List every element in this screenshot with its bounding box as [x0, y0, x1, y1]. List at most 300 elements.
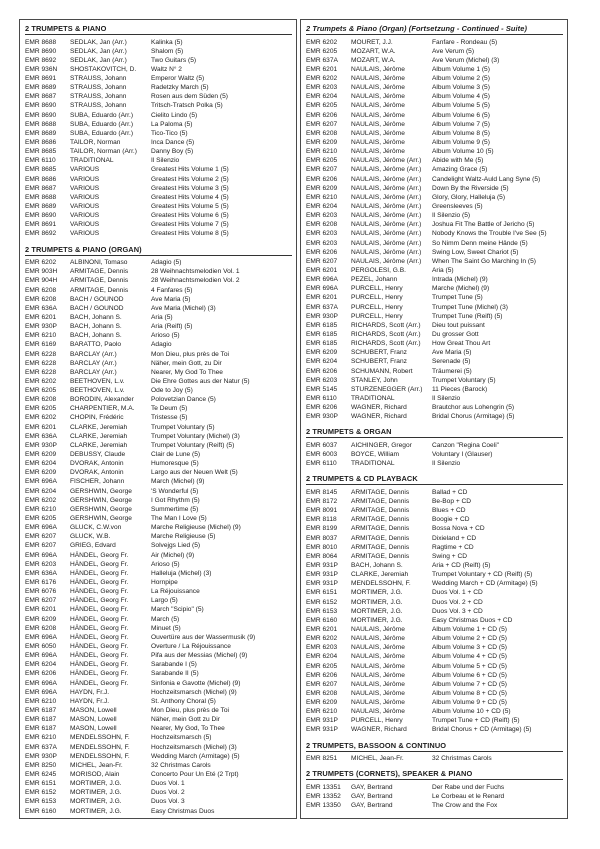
catalog-row: [306, 680, 563, 689]
piece-title: Näher, mein Gott, zu Dir: [151, 359, 222, 367]
composer: BORODIN, Alexander: [70, 396, 134, 404]
piece-title: Album Volume 7 + CD (5): [432, 680, 507, 688]
catalog-row: [25, 56, 292, 65]
piece-title: Marche Religieuse (5): [151, 533, 216, 541]
catalog-row: [306, 652, 563, 661]
composer: GAY, Bertrand: [351, 792, 393, 800]
emr-code: EMR 8690: [25, 212, 57, 220]
piece-title: Adagio (5): [151, 259, 182, 267]
piece-title: St. Anthony Choral (5): [151, 697, 216, 705]
composer: VARIOUS: [70, 175, 100, 183]
piece-title: Dixieland + CD: [432, 534, 477, 542]
composer: PURCELL, Henry: [351, 294, 403, 302]
catalog-column-left: [19, 19, 297, 819]
piece-title: Down By the Riverside (5): [432, 184, 509, 192]
catalog-row: [306, 129, 563, 138]
emr-code: EMR 8690: [25, 111, 57, 119]
piece-title: Bridal Chorus (Armitage) (5): [432, 413, 515, 421]
piece-title: Näher, mein Gott zu Dir: [151, 716, 220, 724]
piece-title: March (5): [151, 615, 180, 623]
catalog-row: [25, 660, 292, 669]
emr-code: EMR 931P: [306, 580, 338, 588]
emr-code: EMR 6206: [306, 671, 338, 679]
piece-title: Album Volume 6 (5): [432, 111, 490, 119]
composer: MORTIMER, J.G.: [70, 789, 122, 797]
emr-code: EMR 6208: [25, 295, 57, 303]
piece-title: Wedding March + CD (Armitage) (5): [432, 580, 538, 588]
catalog-row: [25, 761, 292, 770]
emr-code: EMR 930P: [25, 752, 57, 760]
emr-code: EMR 6204: [306, 358, 338, 366]
composer: HÄNDEL, Georg Fr.: [70, 633, 129, 641]
piece-title: Duos Vol. 3 + CD: [432, 607, 483, 615]
composer: DEBUSSY, Claude: [70, 451, 126, 459]
catalog-row: [306, 561, 563, 570]
composer: NAULAIS, Jérôme (Arr.): [351, 239, 422, 247]
catalog-row: [25, 386, 292, 395]
emr-code: EMR 8145: [306, 488, 338, 496]
catalog-row: [25, 101, 292, 110]
catalog-row: [306, 783, 563, 792]
catalog-row: [306, 147, 563, 156]
composer: AICHINGER, Gregor: [351, 441, 412, 449]
composer: HAYDN, Fr.J.: [70, 688, 110, 696]
emr-code: EMR 8687: [25, 93, 57, 101]
composer: WAGNER, Richard: [351, 413, 407, 421]
catalog-row: [25, 578, 292, 587]
catalog-row: [25, 459, 292, 468]
piece-title: Be-Bop + CD: [432, 497, 472, 505]
catalog-row: [306, 662, 563, 671]
emr-code: EMR 6203: [306, 644, 338, 652]
composer: RICHARDS, Scott (Arr.): [351, 321, 421, 329]
emr-code: EMR 6206: [306, 175, 338, 183]
emr-code: EMR 696A: [25, 551, 57, 559]
catalog-row: [306, 588, 563, 597]
catalog-row: [306, 607, 563, 616]
piece-title: 'S Wonderful (5): [151, 487, 199, 495]
catalog-row: [25, 175, 292, 184]
composer: PURCELL, Henry: [351, 303, 403, 311]
composer: NAULAIS, Jérôme: [351, 662, 405, 670]
emr-code: EMR 6152: [306, 598, 338, 606]
composer: MICHEL, Jean-Fr.: [70, 761, 123, 769]
section-heading: 2 TRUMPETS & PIANO (ORGAN): [25, 245, 292, 256]
emr-code: EMR 6206: [306, 248, 338, 256]
piece-title: Greatest Hits Volume 7 (5): [151, 221, 229, 229]
composer: WAGNER, Richard: [351, 726, 407, 734]
catalog-row: [306, 275, 563, 284]
piece-title: Bridal Chorus + CD (Armitage) (5): [432, 726, 532, 734]
piece-title: Pifa aus der Messias (Michel) (9): [151, 652, 248, 660]
emr-code: EMR 6003: [306, 451, 338, 459]
emr-code: EMR 13352: [306, 792, 341, 800]
emr-code: EMR 6210: [306, 193, 338, 201]
catalog-row: [25, 286, 292, 295]
piece-title: Concerto Pour Un Eté (2 Trpt): [151, 770, 239, 778]
composer: STURZENEGGER (Arr.): [351, 385, 423, 393]
emr-code: EMR 8064: [306, 552, 338, 560]
catalog-row: [25, 468, 292, 477]
piece-title: Der Rabe und der Fuchs: [432, 783, 505, 791]
emr-code: EMR 6201: [25, 313, 57, 321]
emr-code: EMR 6153: [25, 798, 57, 806]
composer: ARMITAGE, Dennis: [351, 525, 410, 533]
piece-title: Polovetzian Dance (5): [151, 396, 216, 404]
composer: ARMITAGE, Dennis: [351, 497, 410, 505]
catalog-row: [25, 359, 292, 368]
piece-title: Il Silenzio: [151, 157, 180, 165]
section-heading: 2 TRUMPETS & ORGAN: [306, 427, 563, 438]
composer: SUBA, Eduardo (Arr.): [70, 120, 134, 128]
piece-title: Die Ehre Gottes aus der Natur (5): [151, 377, 250, 385]
composer: GAY, Bertrand: [351, 802, 393, 810]
emr-code: EMR 6207: [306, 680, 338, 688]
emr-code: EMR 6037: [306, 441, 338, 449]
piece-title: Serenade (5): [432, 358, 471, 366]
composer: HÄNDEL, Georg Fr.: [70, 670, 129, 678]
composer: GAY, Bertrand: [351, 783, 393, 791]
composer: NAULAIS, Jérôme: [351, 708, 405, 716]
catalog-row: [306, 184, 563, 193]
catalog-row: [25, 65, 292, 74]
emr-code: EMR 8037: [306, 534, 338, 542]
emr-code: EMR 6204: [25, 661, 57, 669]
piece-title: Solvejgs Lied (5): [151, 542, 201, 550]
catalog-row: [25, 615, 292, 624]
catalog-row: [25, 83, 292, 92]
composer: NAULAIS, Jérôme: [351, 644, 405, 652]
catalog-row: [25, 92, 292, 101]
catalog-row: [25, 441, 292, 450]
emr-code: EMR 6245: [25, 770, 57, 778]
catalog-row: [306, 698, 563, 707]
emr-code: EMR 696A: [306, 285, 338, 293]
catalog-row: [25, 322, 292, 331]
section-heading: 2 Trumpets & Piano (Organ) (Fortsetzung - Continued - Suite): [306, 24, 563, 35]
piece-title: Arioso (5): [151, 560, 180, 568]
emr-code: EMR 6202: [306, 75, 338, 83]
composer: HÄNDEL, Georg Fr.: [70, 579, 129, 587]
piece-title: Te Deum (5): [151, 405, 188, 413]
piece-title: Trumpet Voluntary (Michel) (3): [151, 432, 240, 440]
catalog-row: [306, 202, 563, 211]
composer: BARATTO, Paolo: [70, 341, 122, 349]
composer: DVORAK, Antonin: [70, 460, 124, 468]
catalog-row: [306, 165, 563, 174]
piece-title: Ave Maria (5): [432, 349, 472, 357]
piece-title: Air (Michel) (9): [151, 551, 195, 559]
composer: MENDELSSOHN, F.: [351, 580, 411, 588]
piece-title: 32 Christmas Carols: [432, 755, 492, 763]
composer: MENDELSSOHN, F.: [70, 752, 130, 760]
composer: HÄNDEL, Georg Fr.: [70, 588, 129, 596]
emr-code: EMR 6209: [25, 451, 57, 459]
catalog-row: [306, 459, 563, 468]
composer: MORTIMER, J.G.: [351, 598, 403, 606]
composer: BACH / GOUNOD: [70, 304, 124, 312]
piece-title: Abide with Me (5): [432, 157, 484, 165]
emr-code: EMR 6228: [25, 350, 57, 358]
emr-code: EMR 8689: [25, 129, 57, 137]
piece-title: Album Volume 8 + CD (5): [432, 689, 507, 697]
piece-title: 4 Fanfares (5): [151, 286, 193, 294]
emr-code: EMR 8091: [306, 507, 338, 515]
emr-code: EMR 6185: [306, 331, 338, 338]
composer: CLARKE, Jeremiah: [351, 571, 409, 579]
piece-title: Trumpet Voluntary + CD (Reift) (5): [432, 571, 533, 579]
piece-title: Album Volume 3 (5): [432, 84, 490, 92]
catalog-row: [306, 792, 563, 801]
catalog-row: [25, 697, 292, 706]
piece-title: 32 Christmas Carols: [151, 761, 211, 769]
emr-code: EMR 637A: [25, 743, 57, 751]
piece-title: La Réjouissance: [151, 588, 200, 596]
emr-code: EMR 6185: [306, 321, 338, 329]
catalog-row: [306, 120, 563, 129]
piece-title: Fanfare - Rondeau (5): [432, 38, 498, 46]
piece-title: Nearer, My God, To Thee: [151, 725, 225, 733]
composer: VARIOUS: [70, 184, 100, 192]
composer: SEDLAK, Jan (Arr.): [70, 47, 127, 55]
emr-code: EMR 637A: [306, 303, 338, 311]
piece-title: Il Silenzio: [432, 394, 461, 402]
composer: BACH, Johann S.: [351, 561, 403, 569]
section-heading: 2 TRUMPETS (CORNETS), SPEAKER & PIANO: [306, 769, 563, 780]
catalog-row: [306, 376, 563, 385]
composer: ARMITAGE, Dennis: [351, 534, 410, 542]
composer: MASON, Lowell: [70, 706, 117, 714]
catalog-row: [25, 331, 292, 340]
piece-title: Waltz N° 2: [151, 65, 182, 73]
emr-code: EMR 6203: [306, 239, 338, 247]
piece-title: Hochzeitsmarsch (5): [151, 734, 212, 742]
emr-code: EMR 8010: [306, 543, 338, 551]
emr-code: EMR 6208: [25, 286, 57, 294]
emr-code: EMR 6201: [306, 267, 338, 275]
composer: MORTIMER, J.G.: [70, 780, 122, 788]
composer: GLUCK, W.B.: [70, 533, 111, 541]
emr-code: EMR 6203: [306, 230, 338, 238]
catalog-row: [25, 211, 292, 220]
composer: GERSHWIN, George: [70, 487, 132, 495]
piece-title: Humoresque (5): [151, 460, 199, 468]
piece-title: Aria (5): [432, 267, 454, 275]
piece-title: Le Corbeau et le Renard: [432, 792, 505, 800]
piece-title: Candelight Waltz-Auld Lang Syne (5): [432, 175, 541, 183]
piece-title: Duos Vol. 2: [151, 789, 185, 797]
composer: NAULAIS, Jérôme: [351, 653, 405, 661]
composer: MENDELSSOHN, F.: [70, 743, 130, 751]
composer: SCHUMANN, Robert: [351, 367, 413, 375]
composer: NAULAIS, Jérôme: [351, 65, 405, 73]
piece-title: Il Silenzio: [432, 460, 461, 468]
composer: NAULAIS, Jérôme: [351, 102, 405, 110]
composer: RICHARDS, Scott (Arr.): [351, 340, 421, 348]
composer: NAULAIS, Jérôme: [351, 139, 405, 147]
piece-title: Emperor Waltz (5): [151, 75, 205, 83]
composer: HÄNDEL, Georg Fr.: [70, 624, 129, 632]
emr-code: EMR 6152: [25, 789, 57, 797]
catalog-row: [25, 605, 292, 614]
piece-title: Album Volume 3 + CD (5): [432, 644, 507, 652]
emr-code: EMR 6205: [306, 102, 338, 110]
piece-title: Album Volume 10 + CD (5): [432, 708, 511, 716]
composer: TRADITIONAL: [351, 394, 395, 402]
catalog-row: [306, 497, 563, 506]
catalog-row: [306, 266, 563, 275]
catalog-row: [306, 385, 563, 394]
emr-code: EMR 8690: [25, 102, 57, 110]
composer: PURCELL, Henry: [351, 285, 403, 293]
piece-title: Trumpet Voluntary (5): [151, 423, 215, 431]
emr-code: EMR 8688: [25, 193, 57, 201]
composer: HÄNDEL, Georg Fr.: [70, 661, 129, 669]
emr-code: EMR 13350: [306, 802, 341, 810]
catalog-row: [25, 688, 292, 697]
catalog-row: [25, 267, 292, 276]
catalog-row: [25, 523, 292, 532]
piece-title: Sarabande II (5): [151, 670, 199, 678]
composer: GLUCK, C.W.von: [70, 524, 122, 532]
emr-code: EMR 6202: [25, 259, 57, 267]
emr-code: EMR 6210: [306, 148, 338, 156]
catalog-row: [306, 293, 563, 302]
catalog-row: [306, 725, 563, 734]
emr-code: EMR 696A: [25, 478, 57, 486]
emr-code: EMR 696A: [25, 679, 57, 687]
catalog-row: [25, 651, 292, 660]
catalog-row: [25, 752, 292, 761]
piece-title: Tristesse (5): [151, 414, 188, 422]
emr-code: EMR 931P: [306, 571, 338, 579]
catalog-row: [306, 524, 563, 533]
emr-code: EMR 6208: [306, 221, 338, 229]
emr-code: EMR 6110: [306, 394, 337, 402]
composer: VARIOUS: [70, 212, 100, 220]
emr-code: EMR 6205: [306, 47, 338, 55]
piece-title: The Man I Love (5): [151, 515, 207, 523]
emr-code: EMR 8692: [25, 230, 57, 238]
catalog-row: [25, 220, 292, 229]
composer: HÄNDEL, Georg Fr.: [70, 569, 129, 577]
emr-code: EMR 6207: [306, 257, 338, 265]
piece-title: Wedding March (Armitage) (5): [151, 752, 240, 760]
composer: FISCHER, Johann: [70, 478, 125, 486]
emr-code: EMR 8687: [25, 184, 57, 192]
composer: NAULAIS, Jérôme (Arr.): [351, 248, 422, 256]
catalog-row: [25, 743, 292, 752]
piece-title: Aria + CD (Reift) (5): [432, 561, 491, 569]
piece-title: Trumpet Tune (Reift) (5): [432, 312, 503, 320]
composer: NAULAIS, Jérôme: [351, 148, 405, 156]
composer: SUBA, Eduardo (Arr.): [70, 111, 134, 119]
emr-code: EMR 6207: [25, 542, 57, 550]
emr-code: EMR 6210: [25, 332, 57, 340]
composer: SEDLAK, Jan (Arr.): [70, 56, 127, 64]
emr-code: EMR 6205: [306, 157, 338, 165]
catalog-row: [306, 367, 563, 376]
composer: BACH, Johann S.: [70, 332, 122, 340]
section-heading: 2 TRUMPETS & CD PLAYBACK: [306, 474, 563, 485]
piece-title: Clair de Lune (5): [151, 451, 201, 459]
piece-title: Ouvertüre aus der Wassermusik (9): [151, 633, 256, 641]
catalog-row: [25, 129, 292, 138]
piece-title: Träumerei (5): [432, 367, 472, 375]
composer: NAULAIS, Jérôme: [351, 689, 405, 697]
composer: NAULAIS, Jérôme: [351, 111, 405, 119]
catalog-row: [25, 587, 292, 596]
emr-code: EMR 6209: [306, 349, 338, 357]
piece-title: Sinfonia e Gavotte (Michel) (9): [151, 679, 241, 687]
catalog-row: [306, 47, 563, 56]
catalog-row: [306, 801, 563, 810]
emr-code: EMR 8688: [25, 38, 57, 46]
composer: ARMITAGE, Dennis: [70, 268, 129, 276]
catalog-row: [25, 395, 292, 404]
composer: NAULAIS, Jérôme: [351, 635, 405, 643]
emr-code: EMR 6228: [25, 359, 57, 367]
piece-title: Ave Maria (Michel) (3): [151, 304, 216, 312]
catalog-row: [25, 505, 292, 514]
piece-title: March (Michel) (9): [151, 478, 205, 486]
composer: GERSHWIN, George: [70, 505, 132, 513]
catalog-row: [25, 487, 292, 496]
emr-code: EMR 8118: [306, 516, 337, 524]
composer: STRAUSS, Johann: [70, 93, 127, 101]
catalog-row: [25, 368, 292, 377]
composer: NAULAIS, Jérôme (Arr.): [351, 157, 422, 165]
catalog-row: [25, 633, 292, 642]
composer: PURCELL, Henry: [351, 717, 403, 725]
catalog-row: [306, 92, 563, 101]
piece-title: Greatest Hits Volume 6 (5): [151, 212, 229, 220]
piece-title: Album Volume 5 + CD (5): [432, 662, 507, 670]
catalog-row: [25, 111, 292, 120]
piece-title: Tritsch-Tratsch Polka (5): [151, 102, 223, 110]
emr-code: EMR 6206: [306, 367, 338, 375]
catalog-row: [25, 138, 292, 147]
emr-code: EMR 6187: [25, 716, 57, 724]
piece-title: Marche Religieuse (Michel) (9): [151, 524, 241, 532]
catalog-row: [306, 257, 563, 266]
composer: SCHUBERT, Franz: [351, 358, 407, 366]
piece-title: Largo aus der Neuen Welt (5): [151, 469, 238, 477]
piece-title: Trumpet Voluntary (5): [432, 376, 496, 384]
emr-code: EMR 8685: [25, 148, 57, 156]
composer: TRADITIONAL: [70, 157, 114, 165]
catalog-row: [306, 312, 563, 321]
piece-title: Shalom (5): [151, 47, 184, 55]
catalog-row: [306, 175, 563, 184]
catalog-row: [306, 101, 563, 110]
composer: TAILOR, Norman (Arr.): [70, 148, 137, 156]
emr-code: EMR 6110: [306, 460, 337, 468]
emr-code: EMR 6210: [25, 734, 57, 742]
emr-code: EMR 931P: [306, 717, 338, 725]
catalog-row: [306, 83, 563, 92]
emr-code: EMR 903H: [25, 268, 58, 276]
piece-title: The Crow and the Fox: [432, 802, 498, 810]
emr-code: EMR 6209: [306, 184, 338, 192]
piece-title: Brautchor aus Lohengrin (5): [432, 404, 515, 412]
composer: MASON, Lowell: [70, 725, 117, 733]
catalog-row: [25, 514, 292, 523]
emr-code: EMR 6201: [25, 423, 57, 431]
catalog-row: [306, 534, 563, 543]
catalog-row: [25, 340, 292, 349]
catalog-row: [25, 432, 292, 441]
